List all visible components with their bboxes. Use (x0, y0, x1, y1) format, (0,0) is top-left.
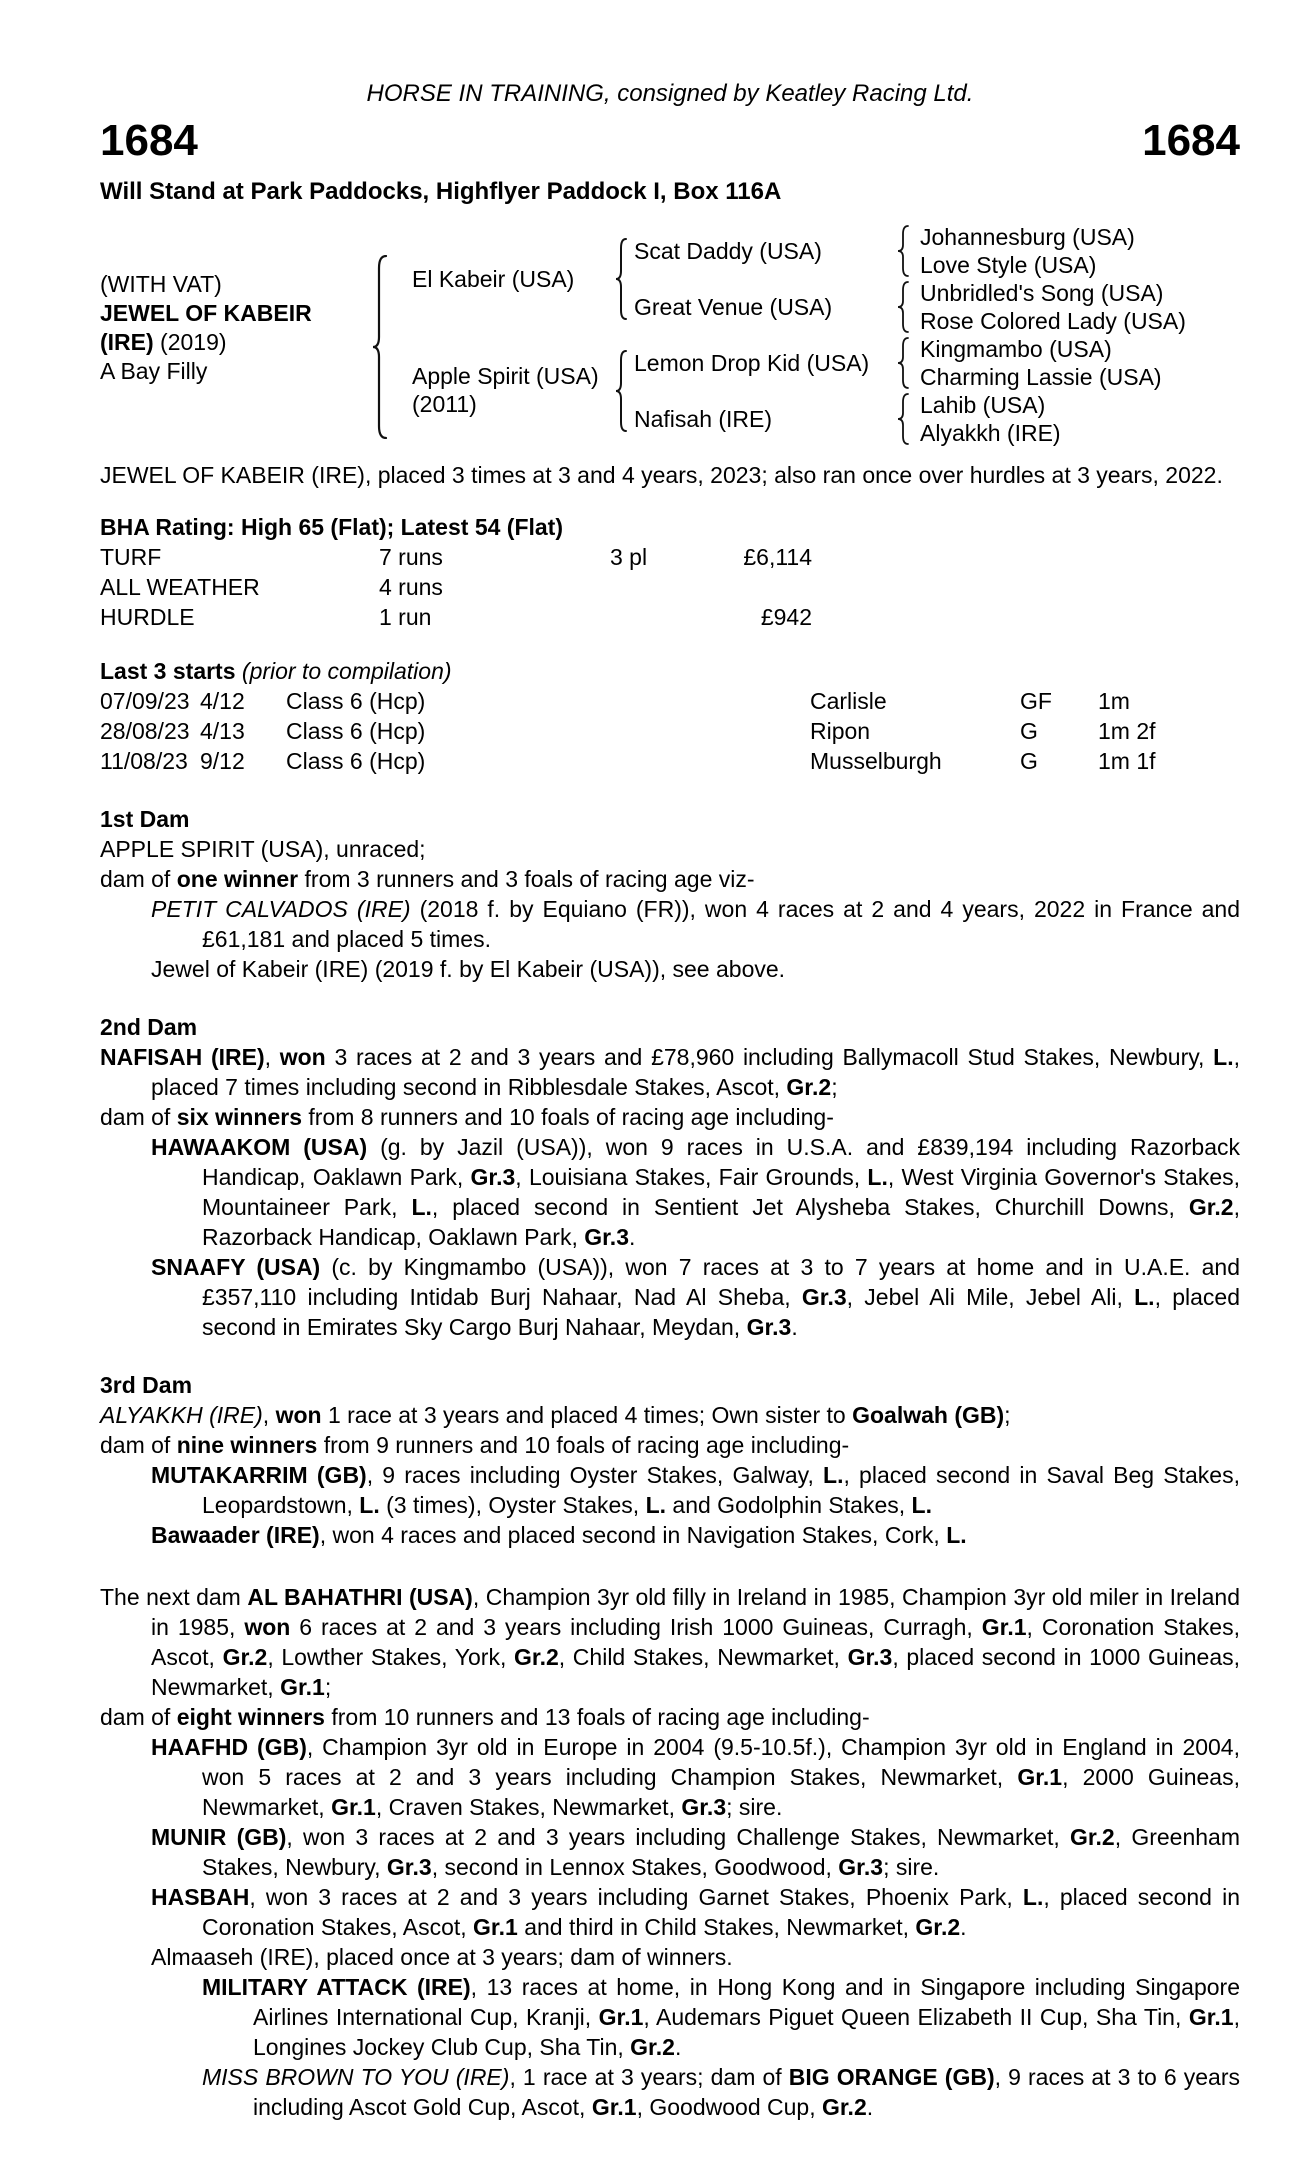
start-class: Class 6 (Hcp) (286, 718, 426, 744)
text-run: , won 3 races at 2 and 3 years including Challenge Stakes, Newmarket, (286, 1824, 1070, 1850)
text-run: HAWAAKOM (USA) (151, 1134, 368, 1160)
text-run: dam of (100, 1704, 177, 1730)
text-run: L. (911, 1492, 932, 1518)
text-run: 1 race at 3 years and placed 4 times; Own sister to (321, 1402, 853, 1428)
text-run: , placed 7 times including second in Ribblesdale Stakes, Ascot, (151, 1044, 1240, 1100)
progeny-entry (100, 1822, 1240, 1882)
text-run: (2018 f. by Equiano (FR)), won 4 races at 2 and 4 years, 2022 in France and £61,181 and placed 5 times. (202, 896, 1240, 952)
text-run: , Coronation Stakes, Ascot, (151, 1614, 1240, 1670)
dam-name-line1: Apple Spirit (USA) (412, 363, 599, 389)
text-run: Gr.3 (838, 1854, 884, 1880)
text-run: six winners (176, 1104, 302, 1130)
horse-suffix-year (100, 328, 312, 357)
text-run: Gr.2 (1069, 1824, 1115, 1850)
pedigree-gen4-node: Alyakkh (IRE) (920, 420, 1061, 446)
text-run: Gr.1 (1017, 1764, 1063, 1790)
text-run: L. (411, 1194, 432, 1220)
text-run: one winner (176, 866, 299, 892)
record-runs: 4 runs (379, 574, 443, 600)
text-run: dam of (100, 1432, 177, 1458)
record-places (610, 602, 710, 632)
text-run: , Louisiana Stakes, Fair Grounds, (515, 1164, 868, 1190)
text-run: (3 times), Oyster Stakes, (379, 1492, 646, 1518)
text-run: ; (324, 1674, 332, 1700)
text-run: HAAFHD (GB) (151, 1734, 307, 1760)
record-table-row (100, 542, 1240, 572)
text-run: Goalwah (GB) (852, 1402, 1005, 1428)
pedigree-gen3-node: Lemon Drop Kid (USA) (634, 350, 870, 376)
text-run: , Goodwood Cup, (636, 2094, 822, 2120)
pedigree-brace (614, 350, 628, 432)
pedigree-gen4-node: Unbridled's Song (USA) (920, 280, 1164, 306)
text-run: 3 races at 2 and 3 years and £78,960 including Ballymacoll Stud Stakes, Newbury, (325, 1044, 1214, 1070)
pedigree-brace (896, 281, 910, 333)
text-run: MUNIR (GB) (151, 1824, 287, 1850)
record-surface: TURF (100, 544, 162, 570)
dam-year: (2011) (412, 391, 477, 417)
record-table-row (100, 602, 1240, 632)
text-run: L. (1022, 1884, 1044, 1910)
text-run: Gr.2 (630, 2034, 675, 2060)
lot-number-right: 1684 (1142, 116, 1240, 165)
record-runs: 7 runs (379, 544, 443, 570)
text-run: ; (831, 1074, 838, 1100)
horse-suffix: (IRE) (100, 329, 154, 355)
vat-note: (WITH VAT) (100, 271, 222, 297)
start-position: 4/12 (200, 688, 245, 714)
text-run: . (960, 1914, 967, 1940)
start-distance: 1m 1f (1098, 748, 1156, 774)
text-run: . (674, 2034, 682, 2060)
text-run: Gr.1 (473, 1914, 518, 1940)
record-earnings: £6,114 (743, 544, 812, 570)
text-run: Gr.1 (1188, 2004, 1234, 2030)
dam-name (412, 362, 599, 418)
pedigree-gen4-node: Johannesburg (USA) (920, 224, 1135, 250)
record-earnings: £942 (760, 604, 812, 630)
progeny-entry (100, 1972, 1240, 2062)
text-run: Gr.2 (821, 2094, 867, 2120)
text-run: Gr.1 (591, 2094, 637, 2120)
text-run: , placed second in 1000 Guineas, Newmarket, (151, 1644, 1241, 1700)
dam-paragraph (100, 1582, 1240, 1702)
text-run: won (279, 1044, 326, 1070)
start-class: Class 6 (Hcp) (286, 688, 426, 714)
last-starts-heading-label: Last 3 starts (100, 658, 236, 684)
record-earnings (710, 572, 812, 602)
start-course: Carlisle (810, 688, 887, 714)
text-run: , Champion 3yr old in Europe in 2004 (9.5-10.5f.), Champion 3yr old in England in 2004, won 5 races at 2 and 3 years including Champion Stakes, Newmarket, (202, 1734, 1240, 1790)
text-run: , won 3 races at 2 and 3 years including Garnet Stakes, Phoenix Park, (249, 1884, 1023, 1910)
text-run: HASBAH (151, 1884, 250, 1910)
text-run: MUTAKARRIM (GB) (151, 1462, 367, 1488)
start-distance: 1m 2f (1098, 718, 1156, 744)
text-run: AL BAHATHRI (USA) (247, 1584, 473, 1610)
text-run: Gr.2 (786, 1074, 832, 1100)
text-run: , Craven Stakes, Newmarket, (375, 1794, 682, 1820)
text-run: and Godolphin Stakes, (666, 1492, 912, 1518)
text-run: Gr.3 (847, 1644, 893, 1670)
text-run: JEWEL OF KABEIR (IRE), placed 3 times at 3 and 4 years, 2023; also ran once over hurdles at 3 years, 2022. (100, 462, 1223, 488)
pedigree-gen4-node: Love Style (USA) (920, 252, 1097, 278)
text-run: Gr.3 (801, 1284, 847, 1310)
text-run: Gr.3 (470, 1164, 516, 1190)
progeny-entry (100, 1520, 1240, 1550)
text-run: L. (946, 1522, 967, 1548)
text-run: , 9 races at 3 to 6 years including Ascot Gold Cup, Ascot, (253, 2064, 1240, 2120)
bha-rating-heading: BHA Rating: High 65 (Flat); Latest 54 (Flat) (100, 514, 563, 540)
start-row (100, 686, 1240, 716)
text-run: won (275, 1402, 322, 1428)
start-going: G (1020, 718, 1038, 744)
pedigree-gen3-node: Great Venue (USA) (634, 294, 833, 320)
dam-paragraph (100, 1430, 1240, 1460)
section-heading: 1st Dam (100, 806, 190, 832)
pedigree-gen4-node: Kingmambo (USA) (920, 336, 1112, 362)
text-run: , Champion 3yr old filly in Ireland in 1985, Champion 3yr old miler in Ireland in 1985, (151, 1584, 1240, 1640)
text-run: from 10 runners and 13 foals of racing age including- (324, 1704, 870, 1730)
dam-paragraph (100, 1400, 1240, 1430)
start-row (100, 716, 1240, 746)
text-run: Gr.3 (746, 1314, 792, 1340)
dam-paragraph (100, 864, 1240, 894)
pedigree-gen4-node: Lahib (USA) (920, 392, 1046, 418)
last-starts-heading-note: (prior to compilation) (235, 658, 452, 684)
text-run: from 8 runners and 10 foals of racing age including- (302, 1104, 834, 1130)
text-run: , Lowther Stakes, York, (267, 1644, 514, 1670)
text-run: BIG ORANGE (GB) (788, 2064, 995, 2090)
pedigree-gen3-node: Nafisah (IRE) (634, 406, 773, 432)
text-run: nine winners (176, 1432, 318, 1458)
text-run: from 9 runners and 10 foals of racing age including- (317, 1432, 850, 1458)
consignor-line: HORSE IN TRAINING, consigned by Keatley Racing Ltd. (366, 80, 974, 107)
start-position: 4/13 (200, 718, 245, 744)
text-run: ALYAKKH (IRE) (100, 1402, 263, 1428)
pedigree-brace (372, 255, 388, 439)
text-run: , placed second in Coronation Stakes, Ascot, (202, 1884, 1240, 1940)
text-run: Jewel of Kabeir (IRE) (2019 f. by El Kabeir (USA)), see above. (151, 956, 786, 982)
progeny-entry (100, 2062, 1240, 2122)
text-run: , 9 races including Oyster Stakes, Galway, (366, 1462, 824, 1488)
record-surface: HURDLE (100, 604, 195, 630)
text-run: dam of (100, 1104, 177, 1130)
pedigree-brace (614, 238, 628, 320)
text-run: SNAAFY (USA) (151, 1254, 321, 1280)
start-class: Class 6 (Hcp) (286, 748, 426, 774)
text-run: from 3 runners and 3 foals of racing age viz- (298, 866, 755, 892)
start-date: 07/09/23 (100, 688, 190, 714)
text-run: , placed second in Emirates Sky Cargo Burj Nahaar, Meydan, (202, 1284, 1241, 1340)
progeny-entry (100, 1252, 1240, 1342)
text-run: The next dam (100, 1584, 248, 1610)
text-run: ; sire. (883, 1854, 940, 1880)
start-date: 28/08/23 (100, 718, 190, 744)
text-run: , Greenham Stakes, Newbury, (202, 1824, 1240, 1880)
text-run: Gr.2 (222, 1644, 268, 1670)
text-run: Almaaseh (IRE), placed once at 3 years; dam of winners. (151, 1944, 733, 1970)
horse-description: A Bay Filly (100, 358, 208, 384)
text-run: eight winners (176, 1704, 325, 1730)
bha-block (100, 512, 1240, 632)
start-course: Musselburgh (810, 748, 942, 774)
first-dam-section (100, 804, 1240, 984)
text-run: PETIT CALVADOS (IRE) (151, 896, 411, 922)
text-run: dam of (100, 866, 177, 892)
text-run: (g. by Jazil (USA)), won 9 races in U.S.A. and £839,194 including Razorback Handicap, Oaklawn Park, (202, 1134, 1240, 1190)
text-run: , 1 race at 3 years; dam of (509, 2064, 789, 2090)
start-date: 11/08/23 (100, 748, 188, 774)
horse-year: (2019) (153, 329, 227, 355)
third-dam-section (100, 1370, 1240, 1550)
text-run: , won 4 races and placed second in Navigation Stakes, Cork, (319, 1522, 947, 1548)
record-places (610, 572, 710, 602)
progeny-entry (100, 894, 1240, 954)
text-run: Gr.1 (598, 2004, 644, 2030)
pedigree-gen3-node: Scat Daddy (USA) (634, 238, 822, 264)
pedigree-gen4-node: Charming Lassie (USA) (920, 364, 1162, 390)
text-run: , second in Lennox Stakes, Goodwood, (431, 1854, 839, 1880)
text-run: Gr.2 (514, 1644, 559, 1670)
text-run: , 13 races at home, in Hong Kong and in Singapore including Singapore Airlines International Cup, Kranji, (253, 1974, 1240, 2030)
text-run: Gr.1 (981, 1614, 1027, 1640)
start-going: G (1020, 748, 1038, 774)
text-run: ; sire. (726, 1794, 783, 1820)
pedigree-brace (896, 337, 910, 389)
text-run: , placed second in Sentient Jet Alysheba Stakes, Churchill Downs, (431, 1194, 1189, 1220)
progeny-entry (100, 1460, 1240, 1520)
text-run: L. (1213, 1044, 1234, 1070)
text-run: (c. by Kingmambo (USA)), won 7 races at 3 to 7 years at home and in U.A.E. and £357,110 including Intidab Burj Nahaar, Nad Al Sheba, (202, 1254, 1240, 1310)
dam-paragraph (100, 1102, 1240, 1132)
text-run: Gr.3 (584, 1224, 629, 1250)
text-run: NAFISAH (IRE) (100, 1044, 265, 1070)
text-run: MILITARY ATTACK (IRE) (202, 1974, 471, 2000)
start-going: GF (1020, 688, 1052, 714)
text-run: , Audemars Piguet Queen Elizabeth II Cup, Sha Tin, (643, 2004, 1189, 2030)
start-distance: 1m (1098, 688, 1130, 714)
text-run: . (866, 2094, 874, 2120)
pedigree-brace (896, 393, 910, 445)
lot-number-left: 1684 (100, 116, 198, 165)
text-run: , 2000 Guineas, Newmarket, (202, 1764, 1240, 1820)
text-run: . (629, 1224, 636, 1250)
start-course: Ripon (810, 718, 871, 744)
sire-name: El Kabeir (USA) (412, 266, 575, 292)
text-run: Bawaader (IRE) (151, 1522, 320, 1548)
text-run: Gr.3 (386, 1854, 432, 1880)
text-run: Gr.1 (331, 1794, 376, 1820)
section-heading: 2nd Dam (100, 1014, 198, 1040)
progeny-entry (100, 954, 1240, 984)
text-run: won (244, 1614, 291, 1640)
text-run: L. (359, 1492, 380, 1518)
record-runs: 1 run (379, 604, 432, 630)
text-run: , Jebel Ali Mile, Jebel Ali, (846, 1284, 1135, 1310)
pedigree-subject-block (100, 270, 312, 386)
progeny-entry (100, 1942, 1240, 1972)
dam-paragraph (100, 1702, 1240, 1732)
text-run: L. (645, 1492, 667, 1518)
text-run: . (791, 1314, 798, 1340)
start-position: 9/12 (200, 748, 245, 774)
race-record-paragraph (100, 460, 1240, 490)
text-run: L. (1134, 1284, 1155, 1310)
text-run: , placed second in Saval Beg Stakes, Leopardstown, (202, 1462, 1240, 1518)
text-run: L. (823, 1462, 844, 1488)
lot-row (100, 116, 1240, 170)
text-run: ; (1004, 1402, 1011, 1428)
dam-paragraph (100, 834, 1240, 864)
record-surface: ALL WEATHER (100, 574, 260, 600)
text-run: , West Virginia Governor's Stakes, Mountaineer Park, (202, 1164, 1241, 1220)
dam-paragraph (100, 1042, 1240, 1102)
pedigree-tree (100, 222, 1240, 454)
progeny-entry (100, 1732, 1240, 1822)
text-run: Gr.2 (1188, 1194, 1234, 1220)
start-row (100, 746, 1240, 776)
text-run: Gr.1 (280, 1674, 325, 1700)
text-run: , (264, 1044, 280, 1070)
text-run: L. (867, 1164, 888, 1190)
horse-name: JEWEL OF KABEIR (100, 300, 312, 326)
text-run: , (262, 1402, 276, 1428)
pedigree-brace (896, 225, 910, 277)
pedigree-gen4-node: Rose Colored Lady (USA) (920, 308, 1186, 334)
text-run: APPLE SPIRIT (USA), unraced; (100, 836, 426, 862)
last-starts-heading (100, 656, 1240, 686)
text-run: and third in Child Stakes, Newmarket, (517, 1914, 916, 1940)
progeny-entry (100, 1132, 1240, 1252)
record-places: 3 pl (610, 544, 648, 570)
text-run: 6 races at 2 and 3 years including Irish 1000 Guineas, Curragh, (290, 1614, 982, 1640)
text-run: MISS BROWN TO YOU (IRE) (202, 2064, 510, 2090)
record-table-row (100, 572, 1240, 602)
text-run: Gr.2 (915, 1914, 961, 1940)
text-run: , Child Stakes, Newmarket, (558, 1644, 848, 1670)
last-starts-block (100, 656, 1240, 776)
text-run: , Longines Jockey Club Cup, Sha Tin, (253, 2004, 1240, 2060)
next-dam-section (100, 1582, 1240, 2122)
section-heading: 3rd Dam (100, 1372, 193, 1398)
progeny-entry (100, 1882, 1240, 1942)
text-run: , Razorback Handicap, Oaklawn Park, (202, 1194, 1240, 1250)
second-dam-section (100, 1012, 1240, 1342)
stand-location-line: Will Stand at Park Paddocks, Highflyer Paddock I, Box 116A (100, 178, 782, 205)
text-run: Gr.3 (681, 1794, 727, 1820)
